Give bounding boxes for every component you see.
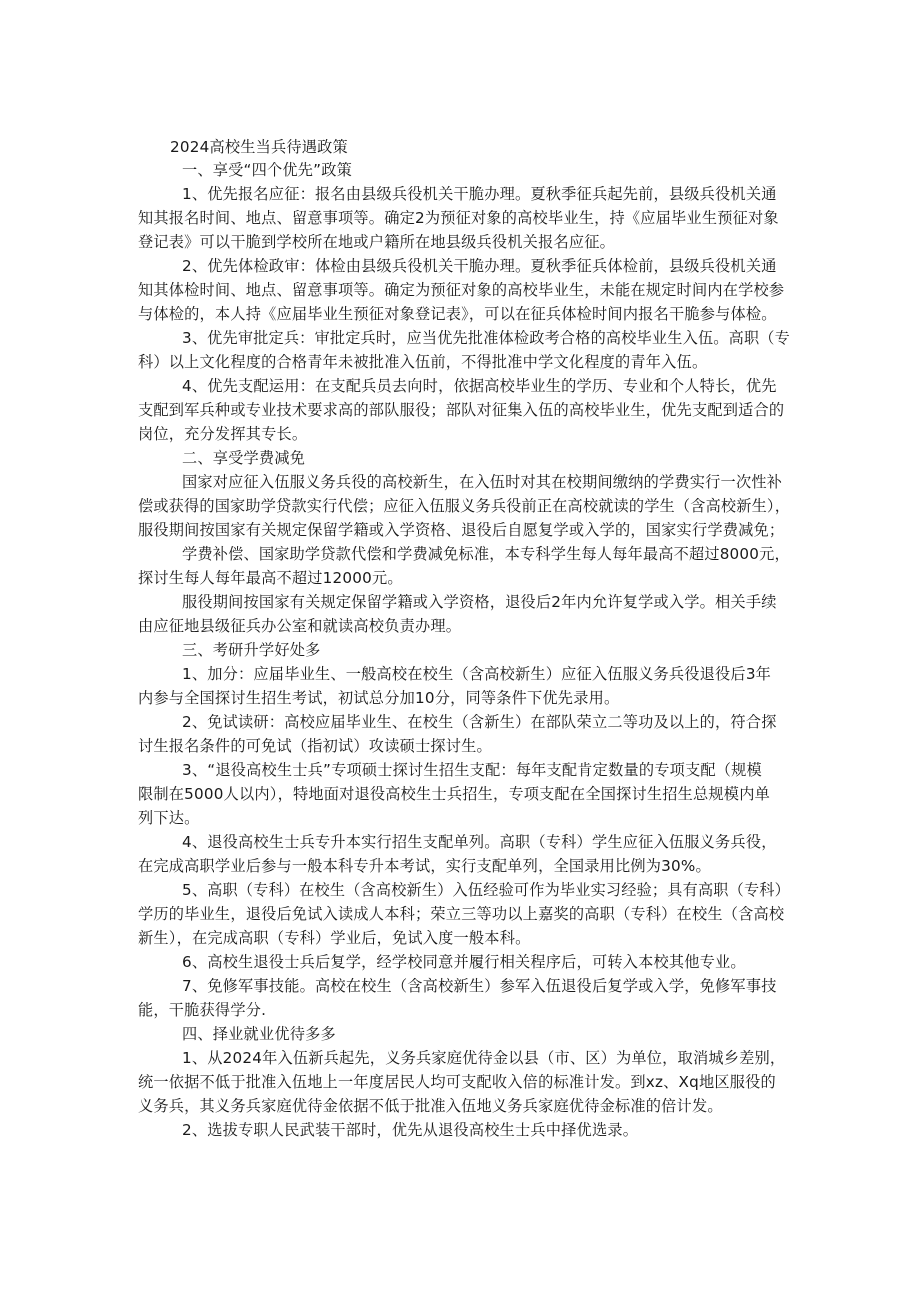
text-line: 7、免修军事技能。高校在校生（含高校新生）参军入伍退役后复学或入学，免修军事技 [182, 977, 777, 995]
section-heading: 三、考研升学好处多 [182, 641, 321, 659]
text-line: 服役期间按国家有关规定保留学籍或入学资格，退役后2年内允许复学或入学。相关手续 [182, 593, 777, 611]
text-line: 科）以上文化程度的合格青年未被批准入伍前，不得批准中学文化程度的青年入伍。 [138, 353, 708, 371]
text-line: 知其体检时间、地点、留意事项等。确定为预征对象的高校毕业生，未能在规定时间内在学校参 [138, 281, 785, 299]
text-line: 服役期间按国家有关规定保留学籍或入学资格、退役后自愿复学或入学的，国家实行学费减免； [138, 521, 785, 539]
text-line: 知其报名时间、地点、留意事项等。确定2为预征对象的高校毕业生，持《应届毕业生预征对象 [138, 209, 779, 227]
text-line: 2、免试读研：高校应届毕业生、在校生（含新生）在部队荣立二等功及以上的，符合探 [182, 713, 777, 731]
text-line: 6、高校生退役士兵后复学，经学校同意并履行相关程序后，可转入本校其他专业。 [182, 953, 746, 971]
text-line: 登记表》可以干脆到学校所在地或户籍所在地县级兵役机关报名应征。 [138, 233, 616, 251]
text-line: 3、优先审批定兵：审批定兵时，应当优先批准体检政考合格的高校毕业生入伍。高职（专 [182, 329, 790, 347]
text-line: 新生），在完成高职（专科）学业后，免试入度一般本科。 [138, 929, 531, 947]
section-heading: 二、享受学费减免 [182, 449, 306, 467]
text-line: 1、从2024年入伍新兵起先，义务兵家庭优待金以县（市、区）为单位，取消城乡差别， [182, 1049, 786, 1067]
page-title: 2024高校生当兵待遇政策 [170, 138, 348, 156]
text-line: 1、优先报名应征：报名由县级兵役机关干脆办理。夏秋季征兵起先前，县级兵役机关通 [182, 185, 777, 203]
text-line: 能，干脆获得学分. [138, 1001, 267, 1019]
text-line: 学历的毕业生，退役后免试入读成人本科；荣立三等功以上嘉奖的高职（专科）在校生（含高校 [138, 905, 785, 923]
text-line: 4、优先支配运用：在支配兵员去向时，依据高校毕业生的学历、专业和个人特长，优先 [182, 377, 777, 395]
text-line: 统一依据不低于批准入伍地上一年度居民人均可支配收入倍的标准计发。到xz、Xq地区服役的 [138, 1073, 776, 1091]
text-line: 义务兵，其义务兵家庭优待金依据不低于批准入伍地义务兵家庭优待金标准的倍计发。 [138, 1097, 723, 1115]
text-line: 在完成高职学业后参与一般本科专升本考试，实行支配单列，全国录用比例为30%。 [138, 857, 711, 875]
text-line: 支配到军兵种或专业技术要求高的部队服役；部队对征集入伍的高校毕业生，优先支配到适合的 [138, 401, 785, 419]
text-line: 学费补偿、国家助学贷款代偿和学费减免标准，本专科学生每人每年最高不超过8000元， [182, 545, 790, 563]
text-line: 5、高职（专科）在校生（含高校新生）入伍经验可作为毕业实习经验；具有高职（专科） [182, 881, 790, 899]
text-line: 2、优先体检政审：体检由县级兵役机关干脆办理。夏秋季征兵体检前，县级兵役机关通 [182, 257, 777, 275]
text-line: 国家对应征入伍服义务兵役的高校新生，在入伍时对其在校期间缴纳的学费实行一次性补 [182, 473, 783, 491]
text-line: 1、加分：应届毕业生、一般高校在校生（含高校新生）应征入伍服义务兵役退役后3年 [182, 665, 772, 683]
text-line: 2、选拔专职人民武装干部时，优先从退役高校生士兵中择优选录。 [182, 1121, 639, 1139]
text-line: 限制在5000人以内），特地面对退役高校生士兵招生，专项支配在全国探讨生招生总规模内单 [138, 785, 770, 803]
section-heading: 一、享受“四个优先”政策 [182, 161, 353, 179]
section-heading: 四、择业就业优待多多 [182, 1025, 336, 1043]
text-line: 岗位，充分发挥其专长。 [138, 425, 308, 443]
text-line: 内参与全国探讨生招生考试，初试总分加10分，同等条件下优先录用。 [138, 689, 620, 707]
text-line: 列下达。 [138, 809, 200, 827]
text-line: 4、退役高校生士兵专升本实行招生支配单列。高职（专科）学生应征入伍服义务兵役， [182, 833, 777, 851]
text-line: 探讨生每人每年最高不超过12000元。 [138, 569, 403, 587]
text-line: 讨生报名条件的可免试（指初试）攻读硕士探讨生。 [138, 737, 492, 755]
text-line: 与体检的，本人持《应届毕业生预征对象登记表》，可以在征兵体检时间内报名干脆参与体检。 [138, 305, 777, 323]
text-line: 3、“退役高校生士兵”专项硕士探讨生招生支配：每年支配肯定数量的专项支配（规模 [182, 761, 762, 779]
text-line: 由应征地县级征兵办公室和就读高校负责办理。 [138, 617, 462, 635]
text-line: 偿或获得的国家助学贷款实行代偿；应征入伍服义务兵役前正在高校就读的学生（含高校新生）， [138, 497, 791, 515]
